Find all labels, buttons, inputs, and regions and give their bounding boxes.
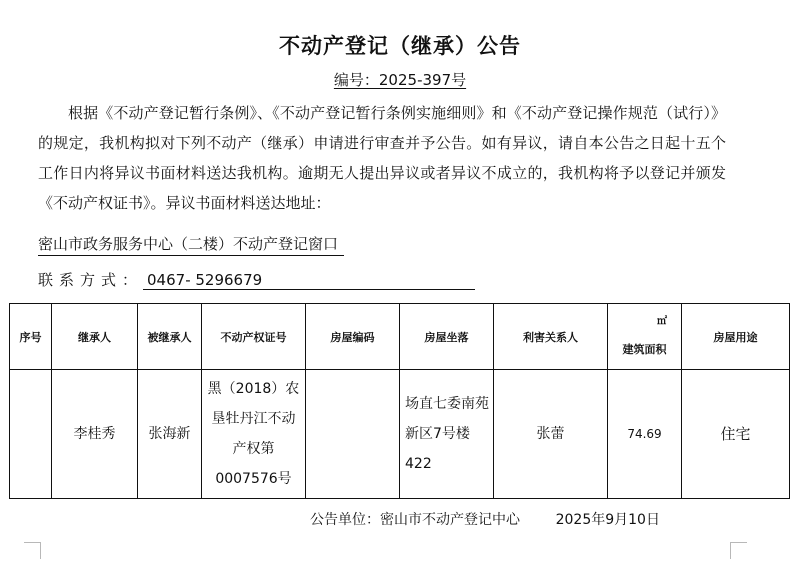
announcement-table [9,303,790,499]
page-title: 不动产登记（继承）公告 [279,34,521,58]
area-unit: ㎡ [657,316,667,327]
issue-date: 2025年9月10日 [555,512,660,528]
header-cert-no: 不动产权证号 [202,304,306,370]
page-corner-mark-right [730,542,747,559]
header-location: 房屋坐落 [400,304,494,370]
cell-area: 74.69 [608,370,682,499]
header-house-code: 房屋编码 [306,304,400,370]
contact-phone: 0467- 5296679 [143,271,475,290]
submission-address: 密山市政务服务中心（二楼）不动产登记窗口 [38,233,344,256]
header-usage: 房屋用途 [682,304,790,370]
cell-heir: 李桂秀 [52,370,138,499]
table-row [10,370,790,499]
contact-label: 联系方式： [38,271,144,289]
cell-seq [10,370,52,499]
document-number-text: 编号：2025-397号 [333,71,467,89]
cell-usage: 住宅 [682,370,790,499]
header-decedent: 被继承人 [138,304,202,370]
cell-location: 场直七委南苑新区7号楼422 [400,370,494,499]
header-heir: 继承人 [52,304,138,370]
document-number [0,69,800,90]
contact-line [38,269,475,290]
table-header-row [10,304,790,370]
announcement-body: 根据《不动产登记暂行条例》、《不动产登记暂行条例实施细则》和《不动产登记操作规范（试行）》的规定，我机构拟对下列不动产（继承）申请进行审查并予公告。如有异议，请自本公告之日起十五个工作日内将异议书面材料送达我机构。逾期无人提出异议或者异议不成立的，我机构将予以登记并颁发《不动产权证书》。异议书面材料送达地址： [38,104,726,212]
header-seq: 序号 [10,304,52,370]
page-corner-mark-left [24,542,41,559]
header-area [608,304,682,370]
issuer-name: 密山市不动产登记中心 [380,512,520,528]
cell-cert-no: 黑（2018）农垦牡丹江不动产权第0007576号 [202,370,306,499]
header-interested-party: 利害关系人 [494,304,608,370]
footer [310,509,660,529]
cell-interested-party: 张蕾 [494,370,608,499]
cell-decedent: 张海新 [138,370,202,499]
issuer-label: 公告单位： [310,512,380,528]
cell-house-code [306,370,400,499]
area-label: 建筑面积 [622,343,667,356]
